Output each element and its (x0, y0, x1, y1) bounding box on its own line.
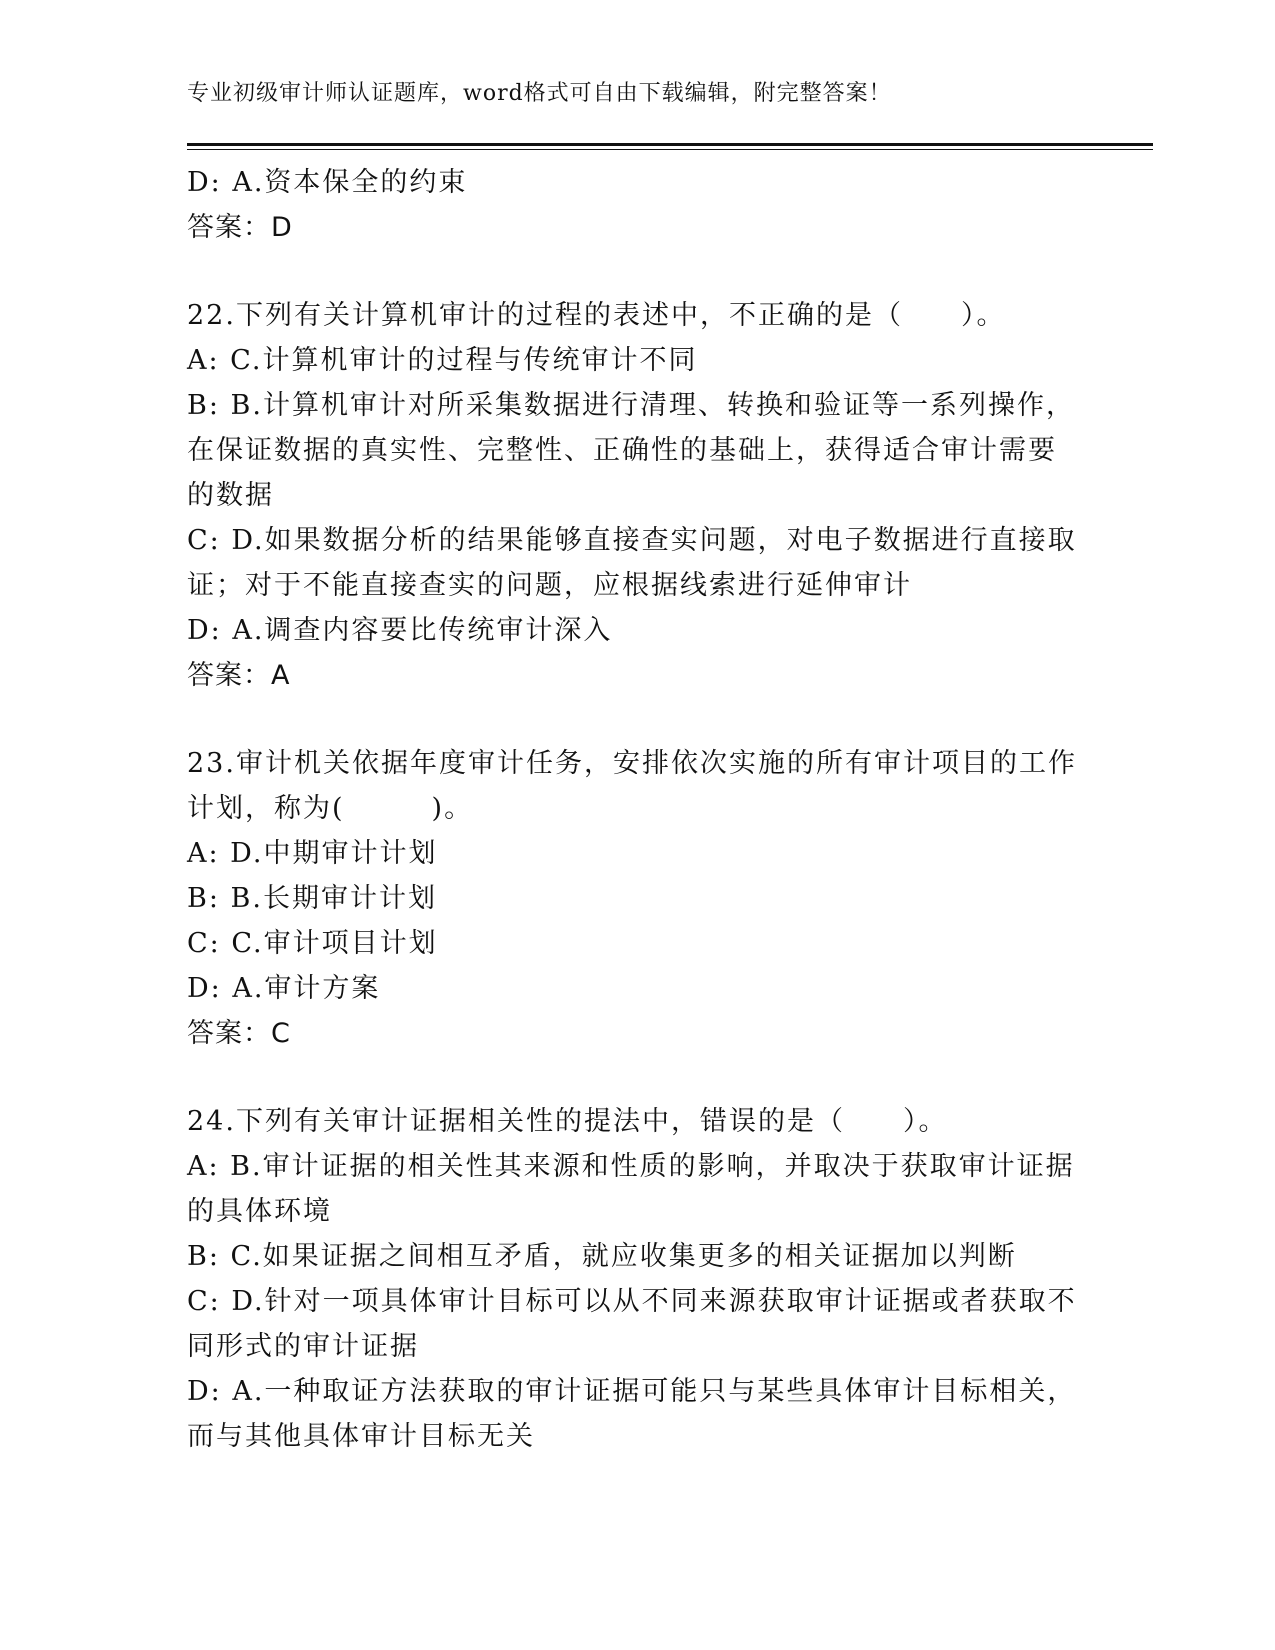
text-line: 计划，称为( )。 (187, 793, 474, 824)
text-line: 证；对于不能直接查实的问题，应根据线索进行延伸审计 (187, 570, 912, 601)
text-line: B: C.如果证据之间相互矛盾，就应收集更多的相关证据加以判断 (187, 1241, 1017, 1272)
answer-line: 答案：D (187, 212, 293, 243)
text-line: D: A.一种取证方法获取的审计证据可能只与某些具体审计目标相关， (187, 1376, 1077, 1407)
header-rule-thick (187, 143, 1153, 146)
text-line: 23.审计机关依据年度审计任务，安排依次实施的所有审计项目的工作 (187, 748, 1077, 779)
text-line: B: B.计算机审计对所采集数据进行清理、转换和验证等一系列操作， (187, 390, 1075, 421)
text-line: A: B.审计证据的相关性其来源和性质的影响，并取决于获取审计证据 (187, 1151, 1075, 1182)
answer-line: 答案：A (187, 660, 291, 691)
text-line: B: B.长期审计计划 (187, 883, 437, 914)
paragraph-gap (187, 698, 1087, 741)
text-line: 22.下列有关计算机审计的过程的表述中，不正确的是（ ）。 (187, 300, 1006, 331)
text-line: 24.下列有关审计证据相关性的提法中，错误的是（ ）。 (187, 1106, 948, 1137)
text-line: A: D.中期审计计划 (187, 838, 438, 869)
text-line: C: C.审计项目计划 (187, 928, 438, 959)
paragraph-gap (187, 250, 1087, 293)
paragraph-gap (187, 1056, 1087, 1099)
answer-line: 答案：C (187, 1018, 291, 1049)
text-line: 的数据 (187, 480, 274, 511)
text-line: A: C.计算机审计的过程与传统审计不同 (187, 345, 698, 376)
text-line: 同形式的审计证据 (187, 1331, 419, 1362)
text-line: D: A.调查内容要比传统审计深入 (187, 615, 613, 646)
text-line: 在保证数据的真实性、完整性、正确性的基础上，获得适合审计需要 (187, 435, 1057, 466)
text-line: 而与其他具体审计目标无关 (187, 1421, 535, 1452)
text-line: C: D.如果数据分析的结果能够直接查实问题，对电子数据进行直接取 (187, 525, 1077, 556)
text-line: 的具体环境 (187, 1196, 332, 1227)
header-rule-thin (187, 149, 1153, 150)
text-line: D: A.资本保全的约束 (187, 167, 468, 198)
text-line: D: A.审计方案 (187, 973, 381, 1004)
page-header: 专业初级审计师认证题库，word格式可自由下载编辑，附完整答案！ (187, 81, 892, 106)
question-content (187, 160, 1087, 1459)
text-line: C: D.针对一项具体审计目标可以从不同来源获取审计证据或者获取不 (187, 1286, 1077, 1317)
